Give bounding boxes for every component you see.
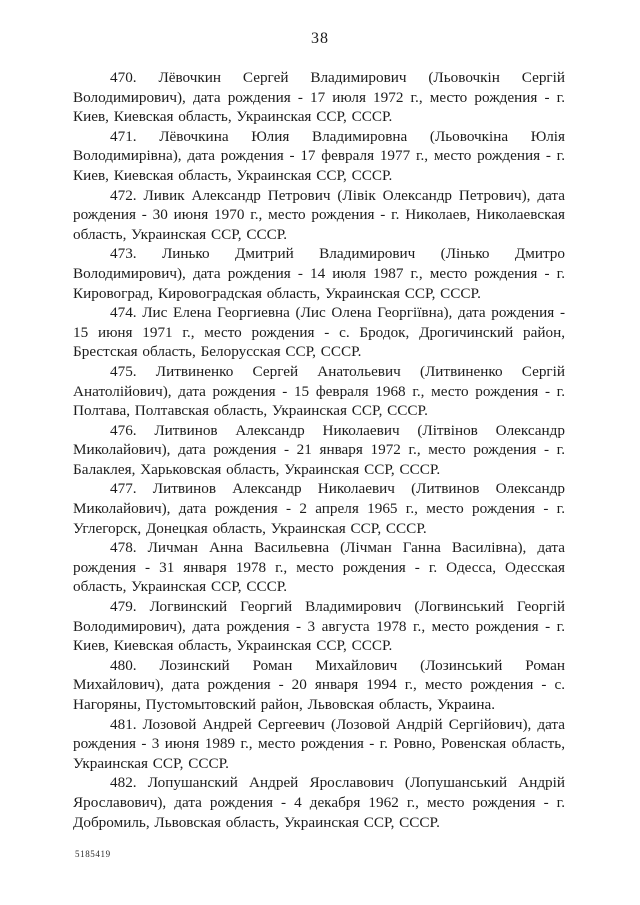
entry-471: 471. Лёвочкина Юлия Владимировна (Льовочкіна Юлія Володимирівна), дата рождения - 17 февраля 1977 г., место рождения - г. Киев, Киевская область, Украинская ССР, СССР. xyxy=(73,127,565,184)
entry-477: 477. Литвинов Александр Николаевич (Литвинов Олександр Миколайович), дата рождения - 2 апреля 1965 г., место рождения - г. Углегорск, Донецкая область, Украинская ССР, СССР. xyxy=(73,480,565,537)
entry-474: 474. Лис Елена Георгиевна (Лис Олена Георгіївна), дата рождения - 15 июня 1971 г., место рождения - с. Бродок, Дрогичинский район, Брестская область, Белорусская ССР, СССР. xyxy=(73,304,565,361)
entry-479: 479. Логвинский Георгий Владимирович (Логвинський Георгій Володимирович), дата рождения - 3 августа 1978 г., место рождения - г. Киев, Киевская область, Украинская ССР, СССР. xyxy=(73,598,565,655)
page-number: 38 xyxy=(311,30,329,47)
entry-475: 475. Литвиненко Сергей Анатольевич (Литвиненко Сергій Анатолійович), дата рождения - 15 февраля 1968 г., место рождения - г. Полтава, Полтавская область, Украинская ССР, СССР. xyxy=(73,362,565,420)
entry-480: 480. Лозинский Роман Михайлович (Лозинський Роман Михайлович), дата рождения - 20 января 1994 г., место рождения - с. Нагоряны, Пустомытовский район, Львовская область, Украина. xyxy=(73,656,565,713)
entry-481: 481. Лозовой Андрей Сергеевич (Лозовой Андрій Сергійович), дата рождения - 3 июня 1989 г., место рождения - г. Ровно, Ровенская область, Украинская ССР, СССР. xyxy=(73,715,565,772)
entries-list xyxy=(73,68,565,832)
footer-document-code: 5185419 xyxy=(75,849,111,859)
entry-476: 476. Литвинов Александр Николаевич (Літвінов Олександр Миколайович), дата рождения - 21 января 1972 г., место рождения - г. Балаклея, Харьковская область, Украинская ССР, СССР. xyxy=(73,421,565,478)
entry-482: 482. Лопушанский Андрей Ярославович (Лопушанський Андрій Ярославович), дата рождения - 4 декабря 1962 г., место рождения - г. Добромиль, Львовская область, Украинская ССР, СССР. xyxy=(73,774,565,831)
entry-470: 470. Лёвочкин Сергей Владимирович (Льовочкін Сергій Володимирович), дата рождения - 17 июля 1972 г., место рождения - г. Киев, Киевская область, Украинская ССР, СССР. xyxy=(73,69,565,126)
entry-472: 472. Ливик Александр Петрович (Лівік Олександр Петрович), дата рождения - 30 июня 1970 г., место рождения - г. Николаев, Николаевская область, Украинская ССР, СССР. xyxy=(73,186,565,243)
entry-478: 478. Личман Анна Васильевна (Лічман Ганна Василівна), дата рождения - 31 января 1978 г., место рождения - г. Одесса, Одесская область, Украинская ССР, СССР. xyxy=(73,539,565,596)
entry-473: 473. Линько Дмитрий Владимирович (Лінько Дмитро Володимирович), дата рождения - 14 июля 1987 г., место рождения - г. Кировоград, Кировоградская область, Украинская ССР, СССР. xyxy=(73,245,565,302)
